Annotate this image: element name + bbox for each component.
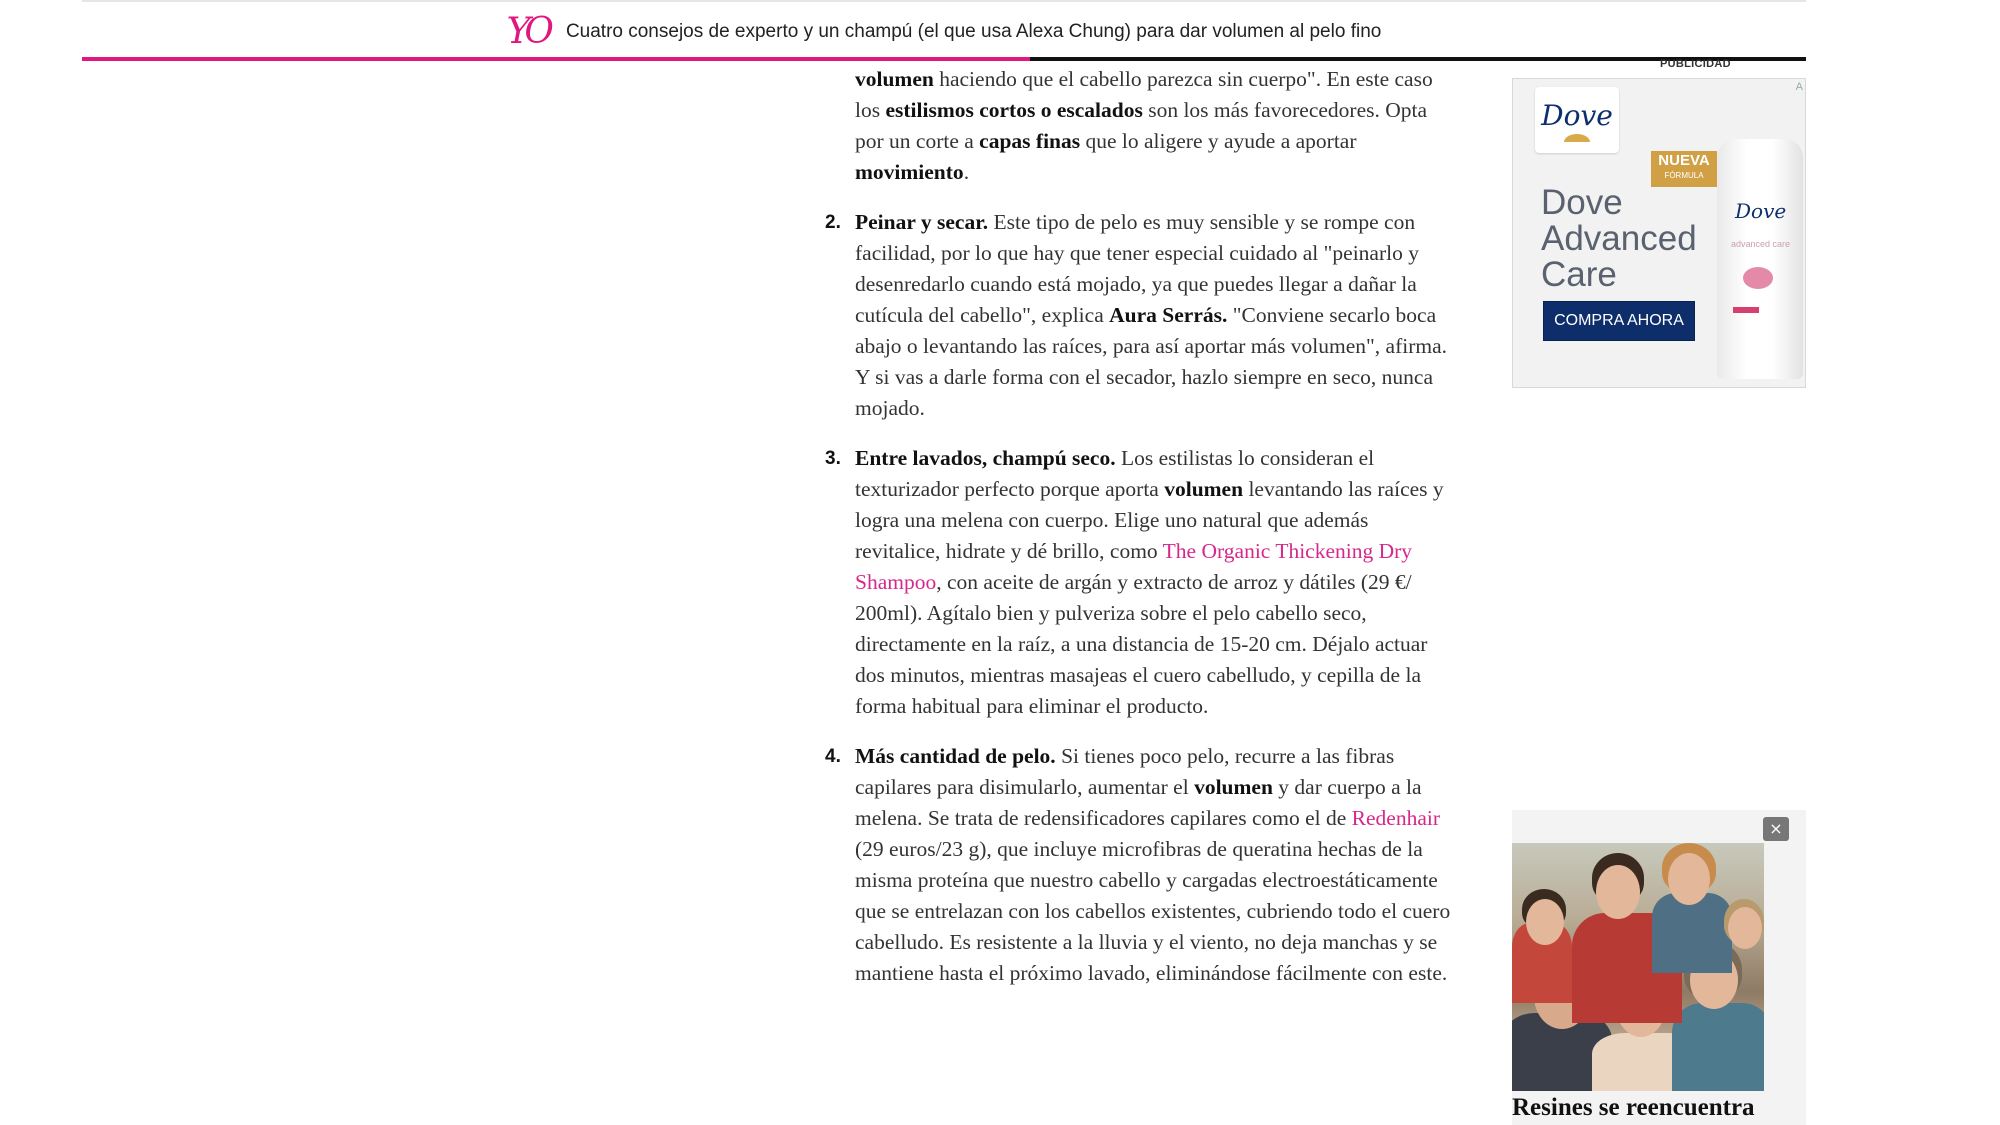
- person-shape: [1652, 893, 1732, 973]
- tip-text: [855, 443, 1455, 722]
- body-text: que lo aligere y ayude a aportar: [1080, 129, 1357, 153]
- person-shape: [1526, 899, 1564, 945]
- tip-text: [855, 207, 1455, 424]
- tip-number: 2.: [825, 212, 841, 233]
- reading-progress-bar: [82, 57, 1806, 61]
- close-icon[interactable]: ×: [1763, 817, 1789, 841]
- bold-text: movimiento: [855, 160, 964, 184]
- tip-heading: Entre lavados, champú seco.: [855, 446, 1116, 470]
- body-text: levantando las raíces y logra una melena con cuerpo. Elige uno natural que además revitalice, hidrate y dé brillo, como: [855, 477, 1444, 563]
- body-text: Si tienes poco pelo, recurre a las fibras capilares para disimularlo, aumentar el: [855, 744, 1395, 799]
- body-text: , con aceite de argán y extracto de arroz y dátiles (29 €/ 200ml). Agítalo bien y pulveriza sobre el pelo cabello seco, directamente en la raíz, a una distancia de 15-20 cm. Déjalo actuar dos minutos, mientras masajeas el cuero cabelludo, y cepilla de la forma habitual para eliminar el producto.: [855, 570, 1428, 718]
- product-image: [1717, 139, 1803, 379]
- bold-text: volumen: [855, 67, 934, 91]
- video-thumbnail[interactable]: [1512, 843, 1764, 1091]
- bold-text: volumen: [1164, 477, 1244, 501]
- product-stripe: [1733, 307, 1759, 313]
- buy-now-button[interactable]: COMPRA AHORA: [1543, 301, 1695, 341]
- brand-name: Dove: [1541, 98, 1613, 132]
- dove-logo: [1535, 87, 1619, 153]
- tip-text: [855, 741, 1455, 989]
- ad-headline: Dove Advanced Care: [1541, 183, 1697, 294]
- article-body: [825, 64, 1455, 989]
- body-text: (29 euros/23 g), que incluye microfibras de queratina hechas de la misma proteína que nuestro cabello y cargadas electroestáticamente que se entrelazan con los cabellos existentes, cubriendo todo el cuero cabelludo. Es resistente a la lluvia y el viento, no deja manchas y se mantiene hasta el próximo lavado, eliminándose fácilmente con este.: [855, 837, 1451, 985]
- tip-number: 4.: [825, 746, 841, 767]
- body-text: son los más favorecedores. Opta por un corte a: [855, 98, 1428, 153]
- person-shape: [1672, 1003, 1764, 1091]
- video-caption[interactable]: Resines se reencuentra: [1512, 1094, 1755, 1121]
- body-text: y dar cuerpo a la melena. Se trata de redensificadores capilares como el de: [855, 775, 1422, 830]
- reading-progress-fill: [82, 57, 1030, 61]
- product-brand: Dove: [1735, 199, 1787, 223]
- tip-item-4: [825, 741, 1455, 989]
- bold-text: capas finas: [979, 129, 1081, 153]
- site-logo[interactable]: YO: [506, 11, 548, 52]
- body-text: Este tipo de pelo es muy sensible y se rompe con facilidad, por lo que hay que tener especial cuidado al "peinarlo y desenredarlo cuando está mojado, ya que puedes llegar a dañar la cutícula del cabello", explica: [855, 210, 1419, 327]
- product-link-dry-shampoo[interactable]: The Organic Thickening Dry Shampoo: [855, 539, 1413, 594]
- adchoices-icon[interactable]: A: [1795, 81, 1803, 93]
- new-formula-badge: [1651, 151, 1717, 187]
- petal-graphic: [1743, 267, 1773, 289]
- product-link-redenhair[interactable]: Redenhair: [1351, 806, 1441, 830]
- body-text: .: [963, 160, 970, 184]
- sticky-header: [82, 0, 1806, 62]
- dove-ad-banner[interactable]: [1512, 78, 1806, 388]
- person-shape: [1668, 853, 1710, 905]
- tip-item-2: [825, 207, 1455, 424]
- tip-1-continuation: [855, 64, 1455, 188]
- tip-item-3: [825, 443, 1455, 722]
- body-text: Los estilistas lo consideran el texturizador perfecto porque aporta: [855, 446, 1375, 501]
- header-article-title: Cuatro consejos de experto y un champú (el que usa Alexa Chung) para dar volumen al pelo fino: [565, 21, 1382, 42]
- tip-heading: Peinar y secar.: [855, 210, 989, 234]
- bold-text: Aura Serrás.: [1109, 303, 1228, 327]
- badge-line-2: FÓRMULA: [1664, 171, 1704, 180]
- badge-line-1: NUEVA: [1658, 152, 1710, 169]
- dove-bird-icon: [1564, 134, 1590, 142]
- body-text: haciendo que el cabello parezca sin cuerpo". En este caso los: [855, 67, 1433, 122]
- bold-text: volumen: [1194, 775, 1273, 799]
- person-shape: [1596, 865, 1640, 919]
- tip-heading: Más cantidad de pelo.: [855, 744, 1056, 768]
- bold-text: estilismos cortos o escalados: [885, 98, 1143, 122]
- body-text: "Conviene secarlo boca abajo o levantando las raíces, para así aportar más volumen", afirma. Y si vas a darle forma con el secador, hazlo siempre en seco, nunca mojado.: [855, 303, 1448, 420]
- person-shape: [1728, 907, 1762, 949]
- tip-number: 3.: [825, 448, 841, 469]
- tips-list: [825, 207, 1455, 989]
- product-line: advanced care: [1731, 239, 1791, 249]
- ad-label: PUBLICIDAD: [1660, 58, 1731, 70]
- header-content: [82, 12, 1806, 52]
